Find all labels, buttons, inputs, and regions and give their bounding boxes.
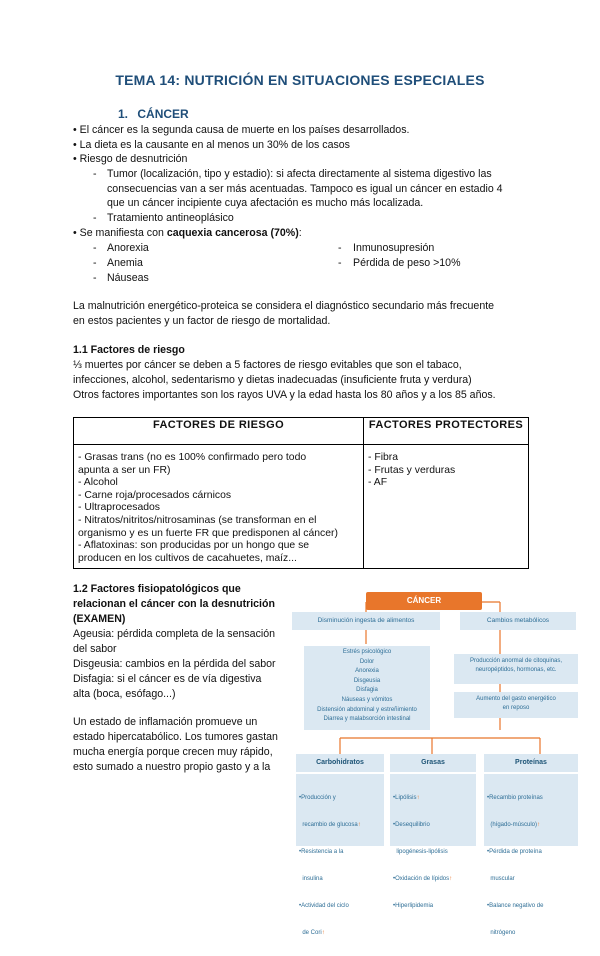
header-protective-factors: FACTORES PROTECTORES <box>364 418 529 445</box>
cell-line: - Grasas trans (no es 100% confirmado pero todo <box>78 452 307 463</box>
manifest-line <box>73 226 302 240</box>
paragraph-line: infecciones, alcohol, sedentarismo y dietas inadecuadas (insuficiente fruta y verdura) <box>73 374 472 386</box>
cell-line: - Frutas y verduras <box>368 464 456 476</box>
fat-item: •Oxidación de lípidos <box>393 876 450 882</box>
text-line: que un cáncer incipiente cuya afectación es mucho más localizada. <box>107 197 424 209</box>
section-heading-cancer <box>118 107 189 121</box>
diagram-box-cytokines <box>454 654 578 684</box>
paragraph-line: La malnutrición energético-proteica se considera el diagnóstico secundario más frecuente <box>73 300 495 312</box>
paragraph-line: esto sumado a nuestro propio gasto y a la <box>73 761 271 773</box>
paragraph-line: en estos pacientes y un factor de riesgo de mortalidad. <box>73 315 331 327</box>
cancer-malnutrition-diagram <box>290 588 582 936</box>
cell-line: - Alcohol <box>78 477 118 489</box>
protein-item: •Recambio proteínas <box>487 795 543 801</box>
protein-item: nitrógeno <box>487 930 516 936</box>
cause-item: Disfagia <box>356 687 378 694</box>
text-line: del sabor <box>73 643 117 655</box>
fat-item: •Desequilibrio <box>393 822 430 828</box>
cause-item: Náuseas y vómitos <box>341 696 393 703</box>
diagram-box-fats <box>390 774 476 909</box>
caquexia-term: caquexia cancerosa (70%) <box>166 227 299 239</box>
cause-item: Diarrea y malabsorción intestinal <box>323 716 411 723</box>
protein-item: (hígado-músculo) <box>487 822 538 828</box>
text-line: Tratamiento antineoplásico <box>107 212 234 224</box>
risk-factors-table <box>73 417 529 569</box>
dash: - <box>93 212 97 224</box>
cause-item: Dolor <box>359 658 375 665</box>
cytokine-line: Producción anormal de citoquinas, <box>469 658 563 664</box>
list-item: Anemia <box>107 257 143 269</box>
cell-line: - AF <box>368 477 388 489</box>
subsection-heading-line: (EXAMEN) <box>73 613 126 625</box>
text-line: Tumor (localización, tipo y estadio): si afecta directamente al sistema digestivo las <box>107 168 492 180</box>
text-line: alta (boca, esófago...) <box>73 688 176 700</box>
fat-item: •Hiperlipidemia <box>393 903 434 909</box>
risk-factors-cell <box>74 445 364 569</box>
paragraph-line: mucha energía porque crecen muy rápido, <box>73 746 273 758</box>
carb-item: •Actividad del ciclo <box>299 903 349 909</box>
section-number: 1. <box>118 107 129 121</box>
protein-item: •Balance negativo de <box>487 903 544 909</box>
cytokine-line: neuropéptidos, hormonas, etc. <box>475 667 557 673</box>
cause-item: Anorexia <box>355 668 379 675</box>
diagram-head-carbs: Carbohidratos <box>296 754 384 772</box>
up-arrow-icon: ↑ <box>321 930 325 936</box>
diagram-box-metabolic: Cambios metabólicos <box>460 612 576 630</box>
fat-item: lipogénesis-lipólisis <box>393 849 448 855</box>
paragraph-line: Un estado de inflamación promueve un <box>73 716 258 728</box>
cell-line: - Carne roja/procesados cárnicos <box>78 489 232 501</box>
page-title: TEMA 14: NUTRICIÓN EN SITUACIONES ESPECIALES <box>115 72 485 88</box>
header-risk-factors: FACTORES DE RIESGO <box>74 418 364 445</box>
carb-item: recambio de glucosa <box>299 822 358 828</box>
diagram-box-carbs <box>296 774 384 936</box>
paragraph-line: estado hipercatabólico. Los tumores gastan <box>73 731 278 743</box>
cause-item: Distensión abdominal y estreñimiento <box>317 706 417 713</box>
carb-item: •Producción y <box>299 795 336 801</box>
list-item: Pérdida de peso >10% <box>353 257 461 269</box>
fat-item: •Lipólisis <box>393 795 417 801</box>
manifest-prefix: • Se manifiesta con <box>73 227 167 239</box>
cell-line: apunta a ser un FR) <box>78 464 171 476</box>
cause-item: Estrés psicológico <box>342 649 392 655</box>
up-arrow-icon: ↑ <box>449 876 453 882</box>
up-arrow-icon: ↑ <box>416 795 420 801</box>
text-line: Disgeusia: cambios en la pérdida del sabor <box>73 658 276 670</box>
cell-line: - Fibra <box>368 452 399 463</box>
diagram-head-proteins: Proteínas <box>484 754 578 772</box>
diagram-box-energy <box>454 692 578 718</box>
cell-line: - Ultraprocesados <box>78 502 161 514</box>
carb-item: de Cori <box>299 930 322 936</box>
cell-line: - Nitratos/nitritos/nitrosaminas (se transforman en el <box>78 514 317 526</box>
carb-item: •Resistencia a la <box>299 849 344 855</box>
list-item: Inmunosupresión <box>353 242 435 254</box>
list-item: Anorexia <box>107 242 149 254</box>
protein-item: •Pérdida de proteína <box>487 849 542 855</box>
cell-line: producen en los cultivos de cacahuetes, maíz... <box>78 552 297 564</box>
cause-item: Disgeusia <box>353 677 381 684</box>
list-item: Náuseas <box>107 272 149 284</box>
bullet-3: • Riesgo de desnutrición <box>73 153 188 165</box>
section-title: CÁNCER <box>137 107 189 121</box>
cell-line: - Aflatoxinas: son producidas por un hongo que se <box>78 540 310 552</box>
text-line: consecuencias van a ser más acentuadas. Tampoco es igual un cáncer en estadio 4 <box>107 183 503 195</box>
diagram-top-cancer: CÁNCER <box>366 592 482 610</box>
dash: - <box>93 168 97 180</box>
up-arrow-icon: ↑ <box>537 822 541 828</box>
subsection-heading-risk: 1.1 Factores de riesgo <box>73 344 185 356</box>
diagram-box-causes <box>304 646 430 730</box>
protein-item: muscular <box>487 876 515 882</box>
energy-line: en reposo <box>502 705 530 711</box>
diagram-box-intake: Disminución ingesta de alimentos <box>292 612 440 630</box>
energy-line: Aumento del gasto energético <box>476 696 556 702</box>
paragraph-line: Otros factores importantes son los rayos UVA y la edad hasta los 80 años y a los 85 años. <box>73 389 496 401</box>
cell-line: organismo y es un fuerte FR que predisponen al cáncer) <box>78 527 338 539</box>
protective-factors-cell <box>364 445 529 569</box>
diagram-box-proteins <box>484 774 578 936</box>
subsection-heading-line: 1.2 Factores fisiopatológicos que <box>73 583 241 595</box>
up-arrow-icon: ↑ <box>357 822 361 828</box>
bullet-1: • El cáncer es la segunda causa de muerte en los países desarrollados. <box>73 124 410 136</box>
subsection-heading-line: relacionan el cáncer con la desnutrición <box>73 598 275 610</box>
manifest-suffix: : <box>298 227 302 239</box>
paragraph-line: ⅓ muertes por cáncer se deben a 5 factores de riesgo evitables que son el tabaco, <box>73 359 462 371</box>
text-line: Ageusia: pérdida completa de la sensación <box>73 628 276 640</box>
carb-item: insulina <box>299 876 323 882</box>
text-line: Disfagia: si el cáncer es de vía digestiva <box>73 673 262 685</box>
bullet-2: • La dieta es la causante en al menos un 30% de los casos <box>73 139 350 151</box>
diagram-head-fats: Grasas <box>390 754 476 772</box>
